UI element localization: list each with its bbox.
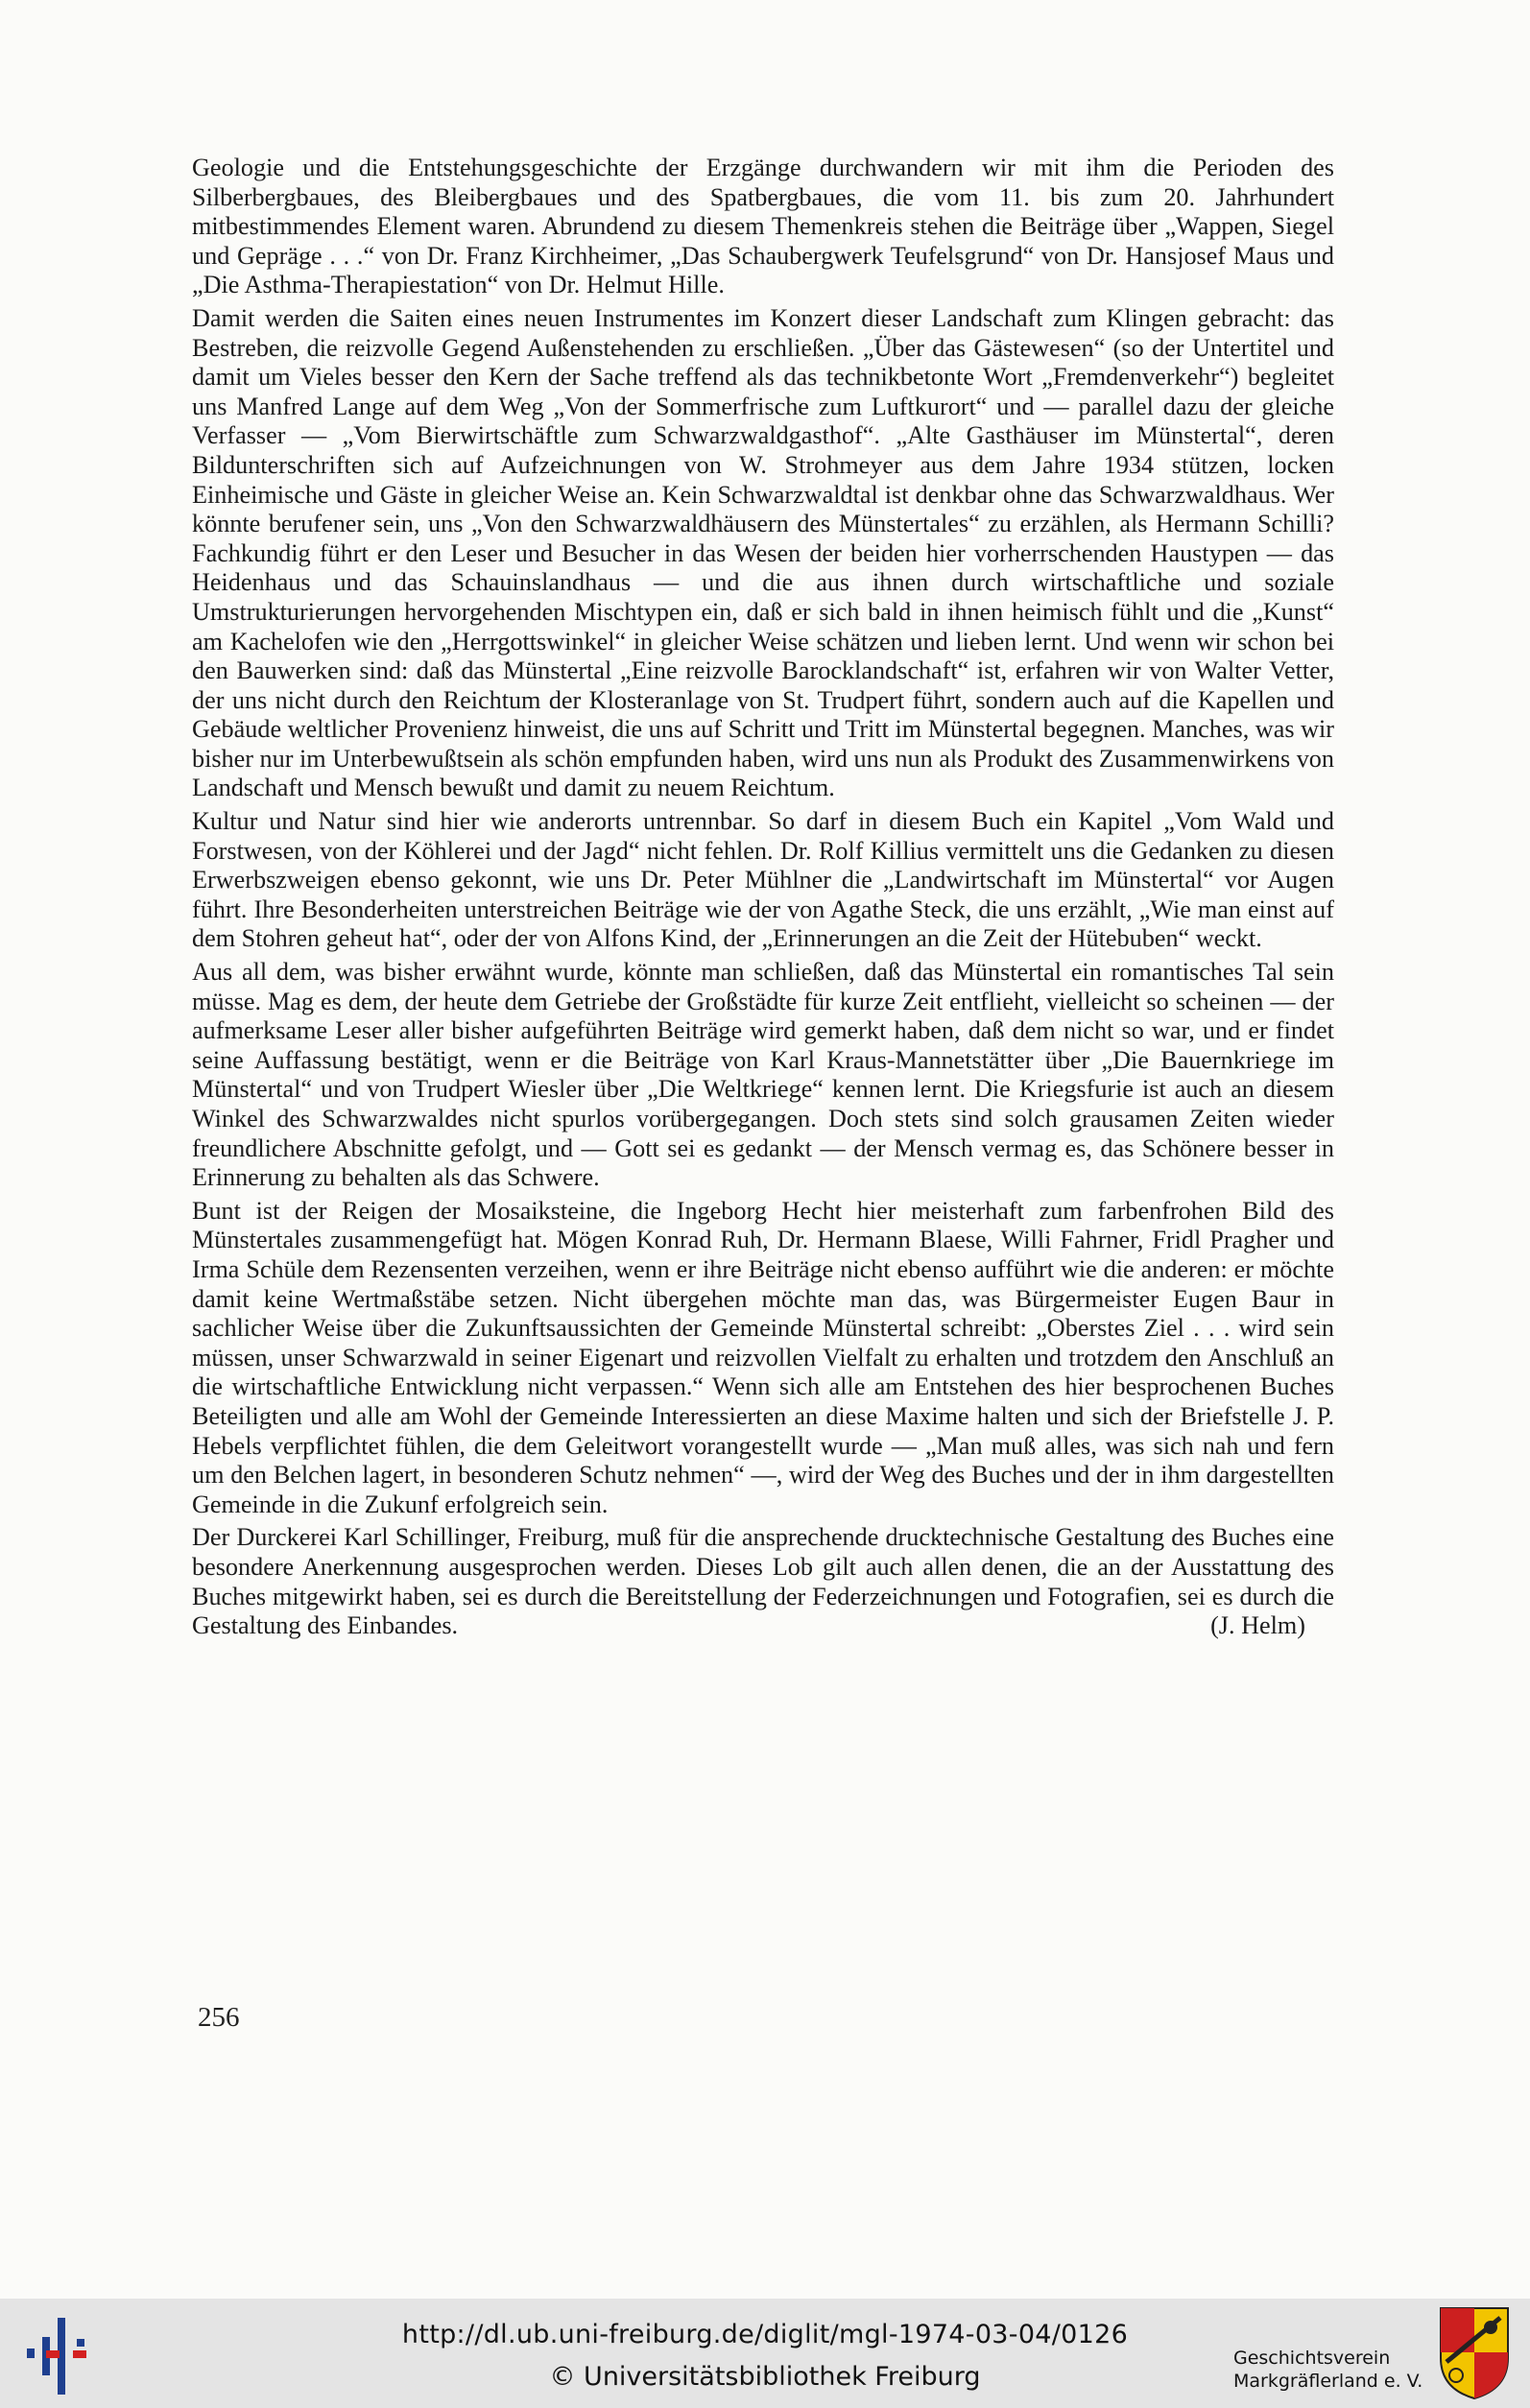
markgraeflerland-crest-icon: [1437, 2304, 1512, 2400]
footer-bar: [0, 2299, 1530, 2408]
paragraph-5: Bunt ist der Reigen der Mosaiksteine, die Ingeborg Hecht hier meisterhaft zum farbenfrohen Bild des Münstertales zusammengefügt hat. Mögen Konrad Ruh, Dr. Hermann Blaese, Willi Fahrner, Fridl Pragher und Irma Schüle dem Rezensenten verzeihen, wenn er ihre Beiträge nicht ebenso aufführt wie die anderen: er möchte damit keine Wertmaßstäbe setzen. Nicht übergehen möchte man das, was Bürgermeister Eugen Baur in sachlicher Weise über die Zukunftsaussichten der Gemeinde Münstertal schreibt: „Oberstes Ziel . . . wird sein müssen, unser Schwarzwald in seiner Eigenart und reizvollen Vielfalt zu erhalten und trotzdem den Anschluß an die wirtschaftliche Entwicklung nicht verpassen.“ Wenn sich alle am Entstehen des hier besprochenen Buches Beteiligten und alle am Wohl der Gemeinde Interessierten an diese Maxime halten und sich der Briefstelle J. P. Hebels verpflichtet fühlen, die dem Geleitwort vorangestellt wurde — „Man muß alles, was sich nah und fern um den Belchen lagert, in besonderen Schutz nehmen“ —, wird der Weg des Buches und der in ihm dargestellten Gemeinde in die Zukunf erfolgreich sein.: [192, 1196, 1334, 1518]
page-number: 256: [198, 2002, 240, 2033]
footer-url[interactable]: http://dl.ub.uni-freiburg.de/diglit/mgl-1974-03-04/0126: [401, 2320, 1129, 2349]
society-line-2: Markgräflerland e. V.: [1233, 2371, 1423, 2392]
society-line-1: Geschichtsverein: [1233, 2348, 1391, 2369]
paragraph-6: [192, 1523, 1334, 1640]
author-signature: (J. Helm): [1210, 1611, 1305, 1640]
paragraph-4: Aus all dem, was bisher erwähnt wurde, könnte man schließen, daß das Münstertal ein romantisches Tal sein müsse. Mag es dem, der heute dem Getriebe der Großstädte für kurze Zeit entflieht, vielleicht so scheinen — der aufmerksame Leser aller bisher aufgeführten Beiträge wird gemerkt haben, daß dem nicht so war, und er findet seine Auffassung bestätigt, wenn er die Beiträge von Karl Kraus-Mannetstätter über „Die Bauernkriege im Münstertal“ und von Trudpert Wiesler über „Die Weltkriege“ kennen lernt. Die Kriegsfurie ist auch an diesem Winkel des Schwarzwaldes nicht spurlos vorübergegangen. Doch stets sind solch grausamen Zeiten wieder freundlichere Abschnitte gefolgt, und — Gott sei es gedankt — der Mensch vermag es, das Schönere besser in Erinnerung zu behalten als das Schwere.: [192, 958, 1334, 1192]
society-name: [1233, 2347, 1435, 2393]
paragraph-1: Geologie und die Entstehungsgeschichte der Erzgänge durchwandern wir mit ihm die Perioden des Silberbergbaues, des Bleibergbaues und des Spatbergbaues, die vom 11. bis zum 20. Jahrhundert mitbestimmendes Element waren. Abrundend zu diesem Themenkreis stehen die Beiträge über „Wappen, Siegel und Gepräge . . .“ von Dr. Franz Kirchheimer, „Das Schaubergwerk Teufelsgrund“ von Dr. Hansjosef Maus und „Die Asthma-Therapiestation“ von Dr. Helmut Hille.: [192, 154, 1334, 299]
footer-copyright: © Universitätsbibliothek Freiburg: [549, 2362, 981, 2392]
article-body: [192, 154, 1334, 1645]
paragraph-2: Damit werden die Saiten eines neuen Instrumentes im Konzert dieser Landschaft zum Klingen gebracht: das Bestreben, die reizvolle Gegend Außenstehenden zu erschließen. „Über das Gästewesen“ (so der Untertitel und damit um Vieles besser den Kern der Sache treffend als das technikbetonte Wort „Fremdenverkehr“) begleitet uns Manfred Lange auf dem Weg „Von der Sommerfrische zum Luftkurort“ und — parallel dazu der gleiche Verfasser — „Vom Bierwirtschäftle zum Schwarzwaldgasthof“. „Alte Gasthäuser im Münstertal“, deren Bildunterschriften sich auf Aufzeichnungen von W. Strohmeyer aus dem Jahre 1934 stützen, locken Einheimische und Gäste in gleicher Weise an. Kein Schwarzwaldtal ist denkbar ohne das Schwarzwaldhaus. Wer könnte berufener sein, uns „Von den Schwarzwaldhäusern des Münstertales“ zu erzählen, als Hermann Schilli? Fachkundig führt er den Leser und Besucher in das Wesen der beiden hier vorherrschenden Haustypen — das Heidenhaus und das Schauinslandhaus — und die aus ihnen durch wirtschaftliche und soziale Umstrukturierungen hervorgehenden Mischtypen ein, daß er sich bald in ihnen heimisch fühlt und die „Kunst“ am Kachelofen wie den „Herrgottswinkel“ in gleicher Weise schätzen und lieben lernt. Und wenn wir schon bei den Bauwerken sind: daß das Münstertal „Eine reizvolle Barocklandschaft“ ist, erfahren wir von Walter Vetter, der uns nicht durch den Reichtum der Klosteranlage von St. Trudpert führt, sondern auch auf die Kapellen und Gebäude weltlicher Provenienz hinweist, die uns auf Schritt und Tritt im Münstertal begegnen. Manches, was wir bisher nur im Unterbewußtsein als schön empfunden haben, wird uns nun als Produkt des Zusammenwirkens von Landschaft und Mensch bewußt und damit zu neuem Reichtum.: [192, 303, 1334, 802]
paragraph-6-text: Der Durckerei Karl Schillinger, Freiburg, muß für die ansprechende drucktechnische Gestaltung des Buches eine besondere Anerkennung ausgesprochen werden. Dieses Lob gilt auch allen denen, die an der Ausstattung des Buches mitgewirkt haben, sei es durch die Bereitstellung der Federzeichnungen und Fotografien, sei es durch die Gestaltung des Einbandes.: [192, 1523, 1334, 1640]
paragraph-3: Kultur und Natur sind hier wie anderorts untrennbar. So darf in diesem Buch ein Kapitel „Vom Wald und Forstwesen, von der Köhlerei und der Jagd“ nicht fehlen. Dr. Rolf Killius vermittelt uns die Gedanken zu diesen Erwerbszweigen ebenso gekonnt, wie uns Dr. Peter Mühlner die „Landwirtschaft im Münstertal“ vor Augen führt. Ihre Besonderheiten unterstreichen Beiträge wie der von Agathe Steck, die uns erzählt, „Wie man einst auf dem Stohren geheut hat“, oder der von Alfons Kind, der „Erinnerungen an die Zeit der Hütebuben“ weckt.: [192, 807, 1334, 953]
